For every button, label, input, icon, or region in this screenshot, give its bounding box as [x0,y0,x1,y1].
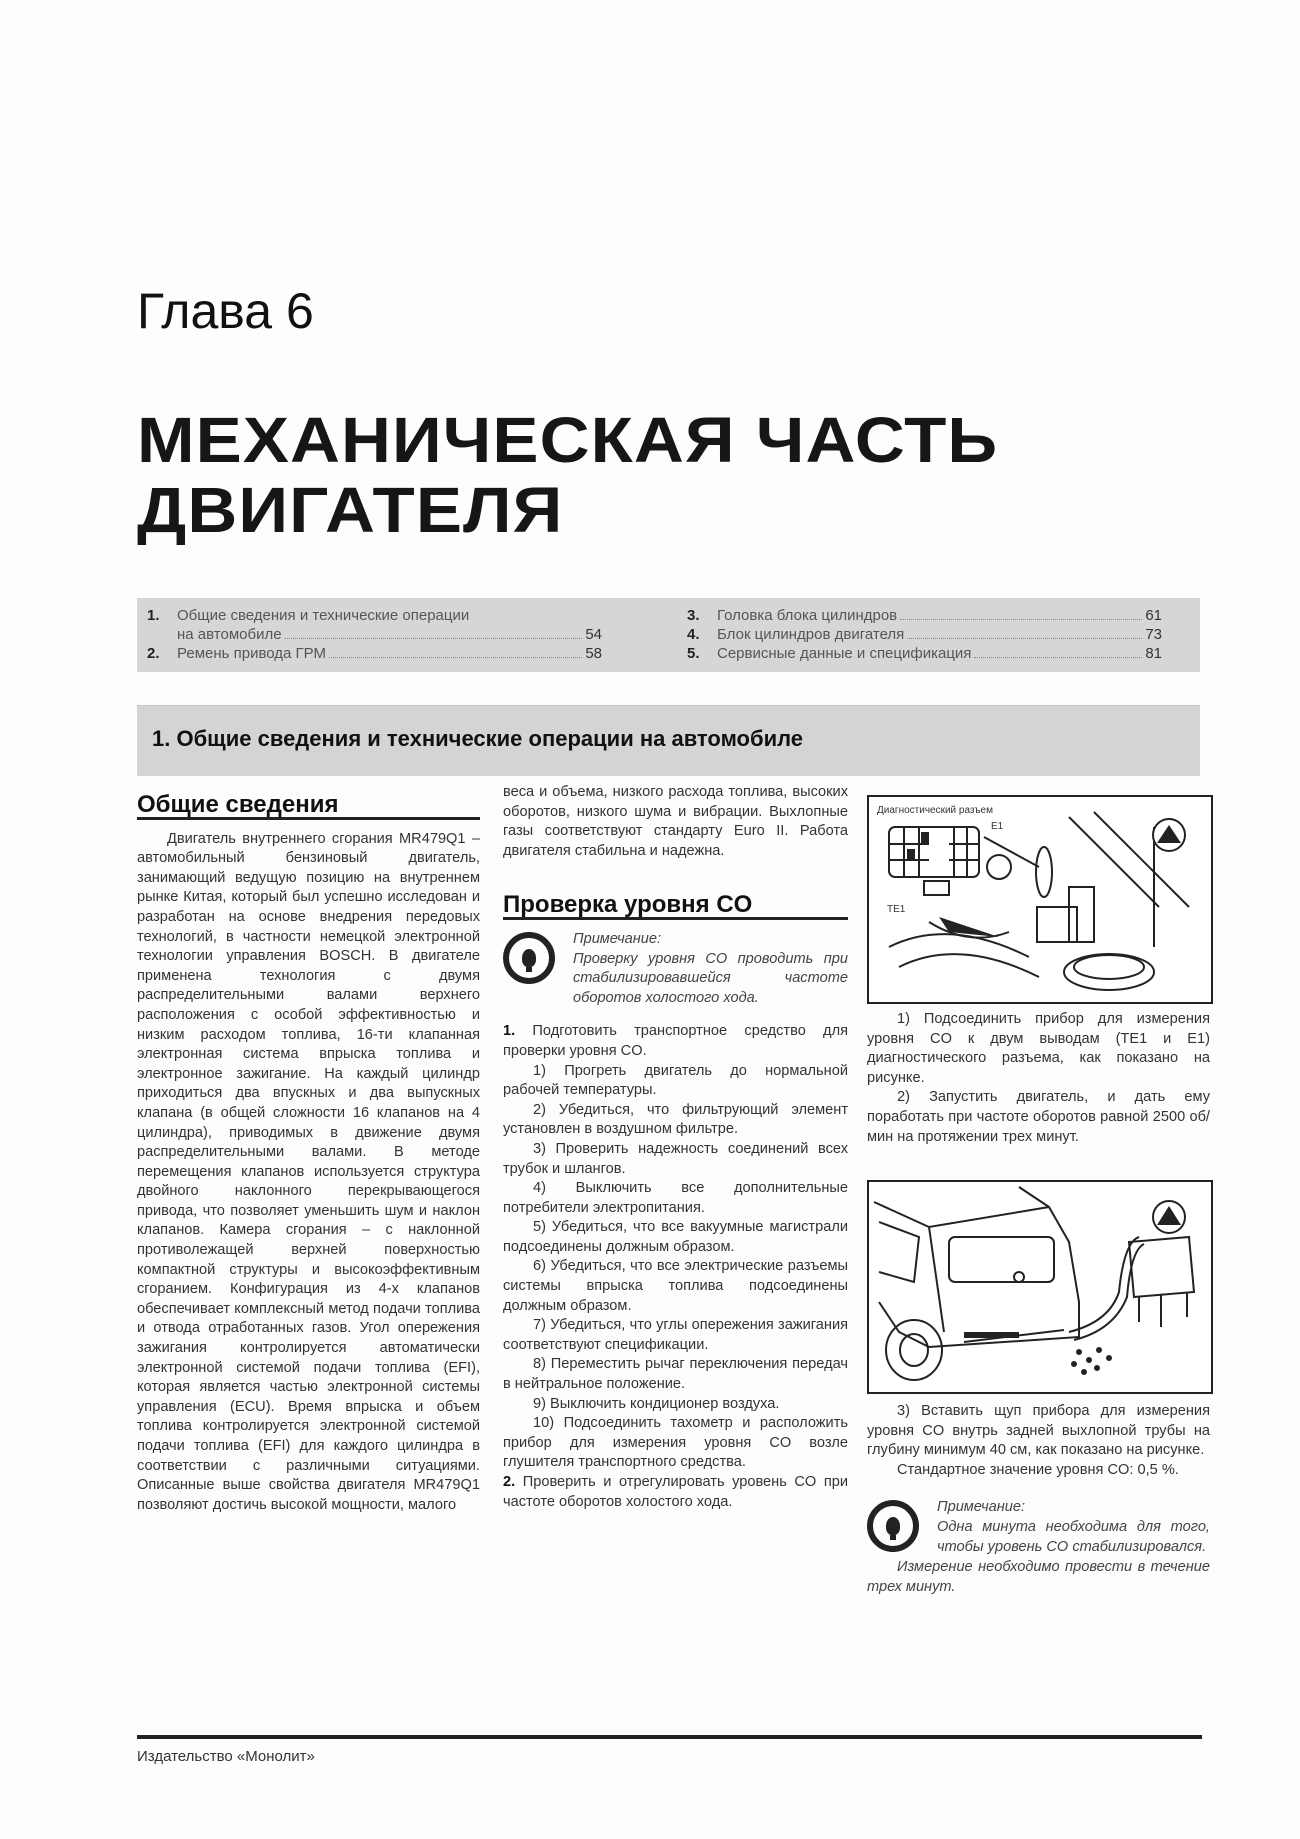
substep: 5) Убедиться, что все вакуумные магистрали подсоединены должным образом. [503,1219,848,1255]
substep: 9) Выключить кондиционер воздуха. [533,1395,780,1412]
body-paragraph: Двигатель внутреннего сгорания MR479Q1 – автомобильный бензиновый двигатель, занимающий ведущую позицию на внутреннем рынке Китая, который был успешно исследован и разработан на основе внедрения передовых технологий, в частности немецкой электронной технологии управления BOSCH. В двигателе применена технология с двумя распределительными валами верхнего расположения с особой эффективностью и низким расходом топлива, 16-ти клапанная электронная система впрыска топлива и электронное зажигание. На каждый цилиндр приходиться два впускных и два выпускных клапана (в общей сложности 16 клапанов на 4 цилиндра), приводимых в движение двумя распределительными валами. В методе перемещения клапанов используется структура двойного наклонного перекрывающегося привода, что позволяет уменьшить шум и наклон клапанов. Камера сгорания – с наклонной противолежащей верхней поверхностью компактной структуры и высокоэффективным сгоранием. Конфигурация из 4-х клапанов обеспечивает комплексный метод подачи топлива и отвода отработанных газов. Угол опережения зажигания контролируется автоматически электронной системой подачи топлива (EFI), которая является частью электронной системы управления (ECU). Время впрыска и объем топлива контролируется электронной системой подачи топлива (EFI) для каждого цилиндра в соответствии с различными ситуациями. Описанные выше свойства двигателя MR479Q1 позволяют достичь высокой мощности, малого [137,830,480,1513]
substep: 6) Убедиться, что все электрические разъемы системы впрыска топлива подсоединены должным образом. [503,1258,848,1314]
step-number: 2. [503,1474,516,1490]
figure-label: Диагностический разъем [877,805,993,816]
step-text: Подготовить транспортное средство для проверки уровня CO. [503,1023,848,1059]
chapter-label: Глава 6 [137,283,314,339]
toc-number: 3. [687,607,700,624]
substep: 4) Выключить все дополнительные потребители электропитания. [503,1180,848,1216]
toc-number: 1. [147,607,160,624]
note-text: Одна минута необходима для того, чтобы уровень CO стабилизировался. [937,1518,1210,1555]
toc-item-4[interactable] [687,625,1162,644]
section-header-bar [137,705,1200,776]
figure-label-e1: E1 [991,821,1004,832]
chapter-title-line1: МЕХАНИЧЕСКАЯ ЧАСТЬ [137,404,999,476]
toc-page: 54 [585,626,602,643]
substep: 7) Убедиться, что углы опережения зажигания соответствуют спецификации. [503,1317,848,1353]
figure-exhaust-probe [867,1180,1213,1394]
right-column-lower [867,1402,1210,1598]
note-box [867,1498,1210,1558]
note-text-2: Измерение необходимо провести в течение трех минут. [867,1559,1210,1595]
substep: 10) Подсоединить тахометр и расположить прибор для измерения уровня CO возле глушителя транспортного средства. [503,1415,848,1471]
toc-leader-dots [900,619,1142,620]
toc-number: 4. [687,626,700,643]
toc-text: Головка блока цилиндров [717,607,898,624]
substep: 1) Прогреть двигатель до нормальной рабочей температуры. [503,1062,848,1099]
substep: 8) Переместить рычаг переключения передач в нейтральное положение. [503,1356,848,1393]
right-step-2: 2) Запустить двигатель, и дать ему поработать при частоте оборотов равной 2500 об/мин на протяжении трех минут. [867,1089,1210,1145]
diagnostic-connector-illustration [869,797,1211,1002]
subheading-co-check: Проверка уровня CO [503,895,848,920]
step-number: 1. [503,1023,516,1040]
toc-text: на автомобиле [177,626,282,643]
toc-text: Общие сведения и технические операции [177,607,470,624]
section-title: 1. Общие сведения и технические операции на автомобиле [152,726,804,751]
note-text: Проверку уровня CO проводить при стабилизировавшейся частоте оборотов холостого хода. [573,950,848,1006]
toc-item-1[interactable] [147,625,602,644]
step-text: Проверить и отрегулировать уровень CO при частоте оборотов холостого хода. [503,1474,848,1510]
toc-item-3[interactable] [687,606,1162,625]
left-column [137,791,480,1515]
lightbulb-icon [503,932,555,984]
car-exhaust-probe-illustration [869,1182,1211,1392]
toc-page: 73 [1145,626,1162,643]
figure-label-te1: TE1 [887,904,906,915]
toc-column-left [147,606,602,663]
lightbulb-icon [867,1500,919,1552]
substep: 3) Проверить надежность соединений всех трубок и шлангов. [503,1140,848,1177]
body-paragraph-continued: веса и объема, низкого расхода топлива, высоких оборотов, низкого шума и вибрации. Выхлопные газы соответствуют стандарту Euro II. Работа двигателя стабильна и надежна. [503,784,848,859]
toc-item-2[interactable] [147,644,602,663]
right-step-3: 3) Вставить щуп прибора для измерения уровня CO внутрь задней выхлопной трубы на глубину минимум 40 см, как показано на рисунке. [867,1403,1210,1459]
chapter-title-line2: ДВИГАТЕЛЯ [137,474,564,546]
toc-item-5[interactable] [687,644,1162,663]
toc-text: Сервисные данные и спецификация [717,645,972,662]
chapter-title [137,405,998,545]
figure-diagnostic-connector [867,795,1213,1004]
publisher-footer: Издательство «Монолит» [137,1748,315,1765]
toc-leader-dots [329,657,582,658]
note-box [503,930,848,1008]
toc-page: 61 [1145,607,1162,624]
toc-leader-dots [907,638,1142,639]
toc-number: 5. [687,645,700,662]
toc-text: Ремень привода ГРМ [177,645,326,662]
middle-column [503,783,848,1512]
note-label: Примечание: [573,930,662,947]
toc-leader-dots [285,638,583,639]
table-of-contents [137,598,1200,672]
step-2 [503,1473,848,1512]
toc-item-1-line1[interactable] [147,606,602,625]
toc-column-right [687,606,1162,663]
toc-page: 81 [1145,645,1162,662]
right-step-1: 1) Подсоединить прибор для измерения уровня CO к двум выводам (TE1 и E1) диагностического разъема, как показано на рисунке. [867,1011,1210,1086]
step-1 [503,1022,848,1061]
substep: 2) Убедиться, что фильтрующий элемент установлен в воздушном фильтре. [503,1101,848,1138]
footer-divider [137,1735,1202,1739]
right-column-upper [867,1010,1210,1147]
toc-text: Блок цилиндров двигателя [717,626,905,643]
toc-number: 2. [147,645,160,662]
co-standard-value: Стандартное значение уровня CO: 0,5 %. [897,1461,1179,1478]
toc-page: 58 [585,645,602,662]
note-label: Примечание: [937,1499,1026,1516]
toc-leader-dots [974,657,1142,658]
subheading-general-info: Общие сведения [137,795,480,820]
